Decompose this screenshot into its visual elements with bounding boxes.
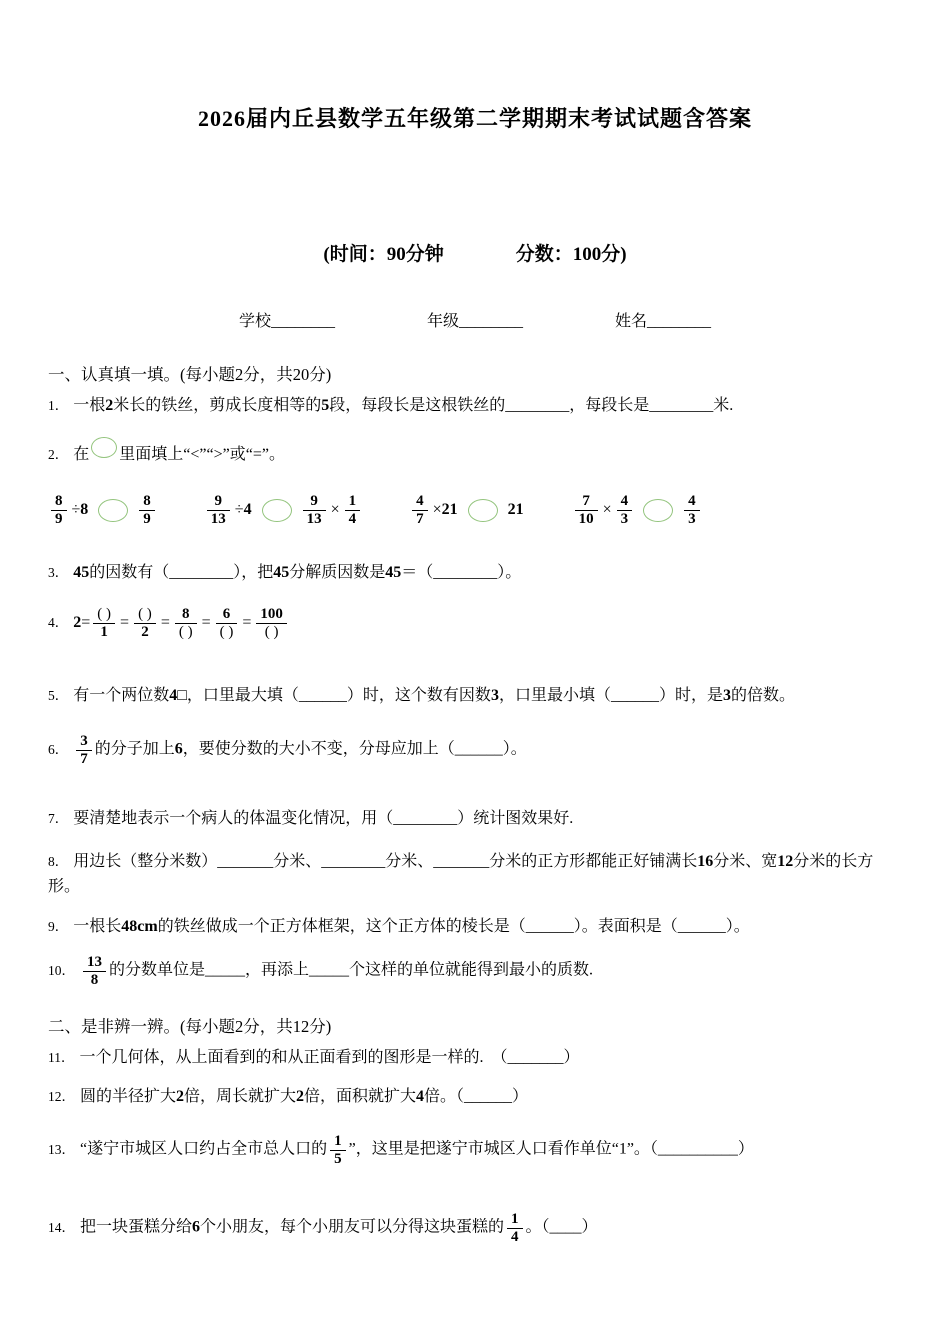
question-text: 圆的半径扩大2倍，周长就扩大2倍，面积就扩大4倍。（______） bbox=[80, 1087, 529, 1105]
meta-score: 分数：100分) bbox=[515, 244, 627, 266]
question-7 bbox=[48, 807, 902, 832]
fraction bbox=[139, 493, 155, 527]
section-2-heading: 二、是非辨一辨。(每小题2分，共12分) bbox=[48, 1017, 332, 1037]
question-text: 在 bbox=[73, 445, 90, 463]
fraction bbox=[207, 493, 230, 527]
fraction-numerator: 8 bbox=[51, 493, 67, 511]
question-3 bbox=[48, 561, 902, 586]
question-text: 把一块蛋糕分给6个小朋友，每个小朋友可以分得这块蛋糕的 bbox=[80, 1219, 505, 1237]
fraction-numerator: 1 bbox=[330, 1133, 346, 1151]
operator: × bbox=[330, 501, 340, 519]
fraction-denominator: 7 bbox=[80, 750, 88, 767]
question-number: 2． bbox=[48, 446, 69, 462]
operator: ÷4 bbox=[234, 501, 252, 519]
fraction bbox=[216, 606, 238, 640]
fraction-denominator: 5 bbox=[334, 1150, 342, 1167]
fraction-denominator: 9 bbox=[143, 510, 151, 527]
fraction-numerator: 9 bbox=[303, 493, 326, 511]
fraction-denominator: 2 bbox=[141, 623, 149, 640]
section-1-heading: 一、认真填一填。(每小题2分，共20分) bbox=[48, 365, 332, 385]
question-2 bbox=[48, 443, 902, 468]
exam-meta bbox=[48, 240, 902, 269]
fraction bbox=[412, 493, 428, 527]
fraction-denominator: 7 bbox=[416, 510, 424, 527]
question-9 bbox=[48, 915, 902, 940]
fraction bbox=[303, 493, 326, 527]
equation-lead: 2= bbox=[73, 613, 91, 631]
fraction-numerator: ( ) bbox=[93, 606, 115, 624]
comparison-row bbox=[48, 493, 902, 527]
question-14 bbox=[48, 1211, 902, 1245]
page-title: 2026届内丘县数学五年级第二学期期末考试试题含答案 bbox=[197, 106, 752, 131]
fraction-denominator: 9 bbox=[55, 510, 63, 527]
question-text: ”，这里是把遂宁市城区人口看作单位“1”。（__________） bbox=[348, 1141, 754, 1159]
fraction-numerator: 8 bbox=[175, 606, 197, 624]
field-grade: 年级________ bbox=[426, 312, 523, 330]
fraction-numerator: 9 bbox=[207, 493, 230, 511]
question-text: 里面填上“<”“>”或“=”。 bbox=[119, 445, 285, 463]
fraction-numerator: 100 bbox=[256, 606, 287, 624]
question-text: 要清楚地表示一个病人的体温变化情况，用（________）统计图效果好. bbox=[73, 810, 574, 828]
fraction bbox=[51, 493, 67, 527]
field-school: 学校________ bbox=[238, 312, 335, 330]
question-4 bbox=[48, 606, 902, 640]
fraction-numerator: 4 bbox=[412, 493, 428, 511]
fraction-denominator: 13 bbox=[210, 510, 226, 527]
fraction bbox=[134, 606, 156, 640]
fraction bbox=[330, 1133, 346, 1167]
fraction-denominator: 3 bbox=[620, 510, 629, 527]
question-number: 8． bbox=[48, 853, 69, 869]
fraction bbox=[617, 493, 633, 527]
comparison-circle-icon bbox=[262, 499, 292, 522]
question-text: “遂宁市城区人口约占全市总人口的 bbox=[80, 1141, 328, 1159]
fraction-numerator: 4 bbox=[617, 493, 633, 511]
fraction bbox=[345, 493, 361, 527]
fraction bbox=[256, 606, 287, 640]
fraction-denominator: 10 bbox=[578, 510, 594, 527]
fraction-denominator: ( ) bbox=[178, 623, 193, 640]
question-number: 6． bbox=[48, 741, 69, 757]
fraction bbox=[507, 1211, 523, 1245]
question-text: 一根2米长的铁丝，剪成长度相等的5段，每段长是这根铁丝的________，每段长是________米. bbox=[73, 396, 734, 414]
fraction-denominator: 4 bbox=[348, 510, 357, 527]
fraction-denominator: 13 bbox=[306, 510, 322, 527]
question-text: 45的因数有（________），把45分解质因数是45＝（________）。 bbox=[73, 564, 522, 582]
question-number: 7． bbox=[48, 811, 69, 827]
fraction-numerator: 1 bbox=[507, 1211, 523, 1229]
comparison-1 bbox=[48, 493, 158, 527]
fraction bbox=[76, 733, 92, 767]
comparison-2 bbox=[204, 493, 363, 527]
question-number: 11． bbox=[48, 1049, 75, 1065]
fraction-denominator: 3 bbox=[688, 510, 696, 527]
question-text: 用边长（整分米数）_______分米、________分米、_______分米的正方形都能正好铺满长16分米、宽12分米的长方形。 bbox=[48, 852, 874, 895]
fraction-numerator: 6 bbox=[216, 606, 238, 624]
question-number: 5． bbox=[48, 688, 69, 704]
question-text: 有一个两位数4□，口里最大填（______）时，这个数有因数3，口里最小填（______）时，是3的倍数。 bbox=[73, 687, 795, 705]
fraction bbox=[93, 606, 115, 640]
question-8 bbox=[48, 850, 902, 900]
fraction-numerator: 3 bbox=[76, 733, 92, 751]
question-number: 1． bbox=[48, 397, 69, 413]
fraction-denominator: 4 bbox=[511, 1228, 519, 1245]
equals-sign: = bbox=[201, 613, 211, 631]
question-10 bbox=[48, 954, 902, 988]
fraction-numerator: 8 bbox=[139, 493, 155, 511]
question-text: 的分子加上6，要使分数的大小不变，分母应加上（______）。 bbox=[94, 740, 527, 758]
fraction-denominator: 1 bbox=[100, 623, 108, 640]
meta-time: (时间：90分钟 bbox=[323, 244, 444, 266]
fraction-denominator: ( ) bbox=[264, 623, 279, 640]
fraction-numerator: ( ) bbox=[134, 606, 156, 624]
comparison-circle-icon bbox=[643, 499, 673, 522]
fraction-denominator: 8 bbox=[90, 971, 99, 988]
question-5 bbox=[48, 684, 902, 709]
question-12 bbox=[48, 1085, 902, 1110]
question-text: 一根长48cm的铁丝做成一个正方体框架，这个正方体的棱长是（______）。表面积是（______）。 bbox=[73, 918, 750, 936]
comparison-4 bbox=[572, 493, 703, 527]
operator: ÷8 bbox=[71, 501, 89, 519]
field-name: 姓名________ bbox=[615, 312, 712, 330]
question-number: 13． bbox=[48, 1142, 75, 1158]
fraction-numerator: 13 bbox=[83, 954, 106, 972]
question-text: 的分数单位是_____，再添上_____个这样的单位就能得到最小的质数. bbox=[109, 961, 594, 979]
question-number: 14． bbox=[48, 1220, 75, 1236]
operator: × bbox=[602, 501, 612, 519]
student-fields bbox=[48, 310, 902, 335]
question-number: 3． bbox=[48, 565, 69, 581]
question-number: 4． bbox=[48, 614, 69, 630]
question-text: 一个几何体，从上面看到的和从正面看到的图形是一样的. （_______） bbox=[79, 1048, 580, 1066]
question-number: 9． bbox=[48, 919, 69, 935]
comparison-circle-icon bbox=[98, 499, 128, 522]
fraction bbox=[175, 606, 197, 640]
question-13 bbox=[48, 1133, 902, 1167]
comparison-3 bbox=[409, 493, 526, 527]
equals-sign: = bbox=[242, 613, 252, 631]
question-number: 10． bbox=[48, 962, 75, 978]
operand: 21 bbox=[507, 501, 524, 519]
fraction bbox=[575, 493, 598, 527]
fraction-numerator: 4 bbox=[684, 493, 700, 511]
fraction-numerator: 1 bbox=[345, 493, 361, 511]
fraction bbox=[684, 493, 700, 527]
equals-sign: = bbox=[160, 613, 170, 631]
question-number: 12． bbox=[48, 1088, 75, 1104]
fraction bbox=[83, 954, 106, 988]
comparison-circle-icon bbox=[468, 499, 498, 522]
question-text: 。（____） bbox=[525, 1219, 598, 1237]
question-11 bbox=[48, 1046, 902, 1071]
question-6 bbox=[48, 733, 902, 767]
equals-sign: = bbox=[120, 613, 130, 631]
fraction-denominator: ( ) bbox=[219, 623, 234, 640]
fraction-numerator: 7 bbox=[575, 493, 598, 511]
blank-circle-icon bbox=[91, 437, 117, 458]
operator: ×21 bbox=[432, 501, 458, 519]
question-1 bbox=[48, 394, 902, 419]
